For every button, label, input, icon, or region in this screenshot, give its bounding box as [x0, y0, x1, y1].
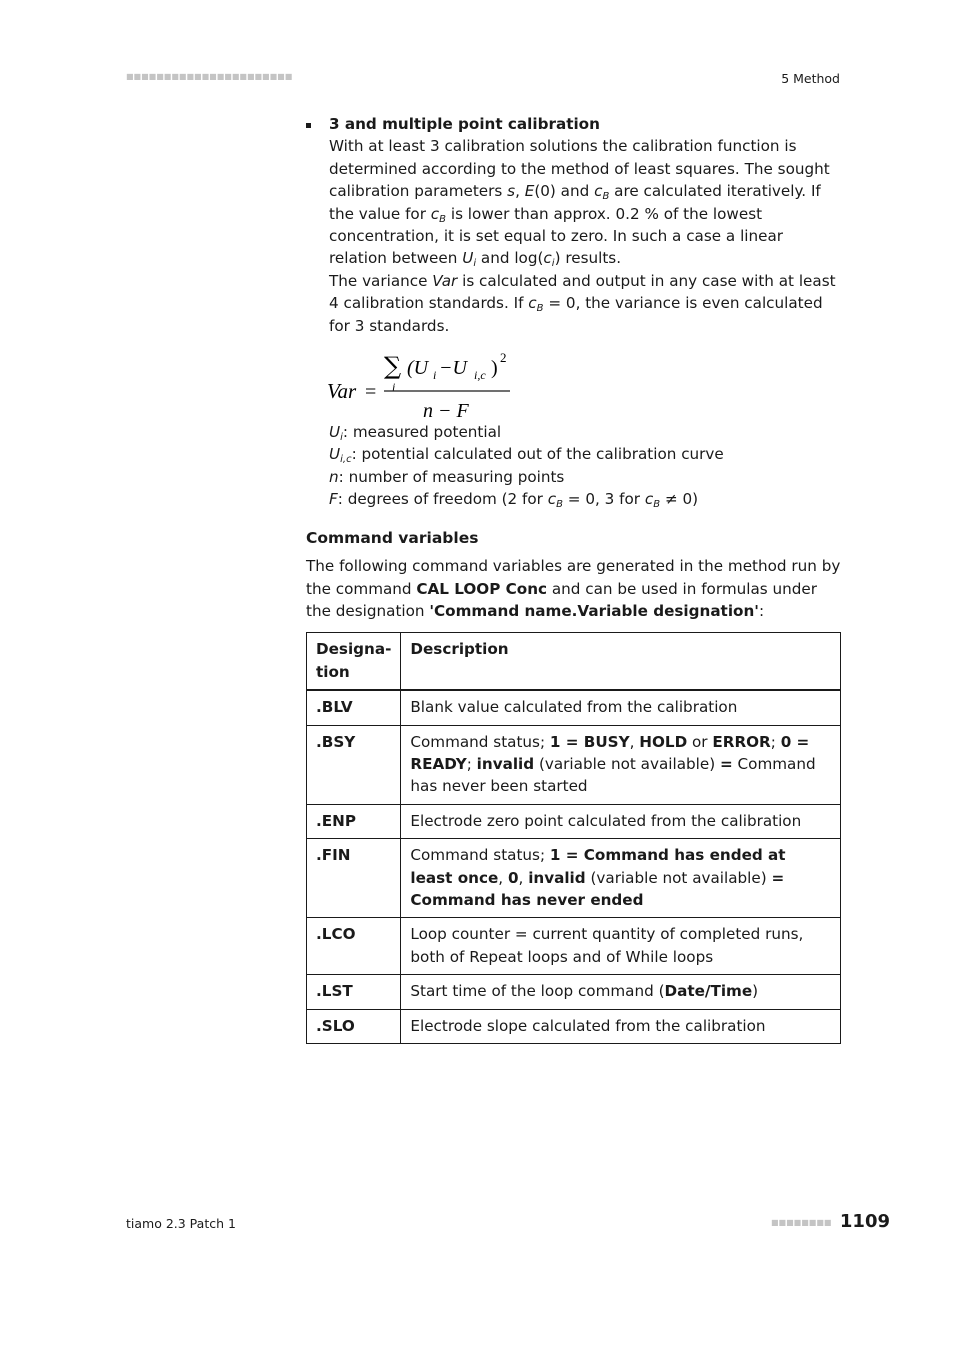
row-designation: .LCO: [307, 918, 401, 975]
page-number: 1109: [839, 1211, 890, 1232]
definition-ui: $U_i$: measured potential: [329, 423, 502, 444]
row-designation: .FIN: [307, 839, 401, 918]
formula-sum-sign: ∑: [384, 352, 402, 381]
table-row: [307, 839, 841, 918]
footer-decoration: ■■■■■■■■: [771, 1218, 832, 1227]
formula-numer-u: (U: [407, 357, 429, 380]
formula-svg: [327, 349, 527, 425]
formula-equals: =: [365, 381, 377, 404]
row-description: Electrode slope calculated from the calibration: [401, 1009, 841, 1043]
row-description: Start time of the loop command (Date/Time): [401, 975, 841, 1009]
row-description: Electrode zero point calculated from the calibration: [401, 804, 841, 838]
table-row: [307, 1009, 841, 1043]
table-row: [307, 804, 841, 838]
section-heading-command-variables: Command variables: [306, 528, 479, 547]
row-description: Command status; 1 = BUSY, HOLD or ERROR; 0 = READY; invalid (variable not available) = Command has never been started: [401, 725, 841, 804]
command-variables-table: [306, 632, 841, 1044]
definition-uic: $U_{i,c}$: potential calculated out of the calibration curve: [329, 445, 724, 466]
table-header-row: [307, 633, 841, 690]
header-section-title: 5 Method: [781, 71, 840, 86]
row-designation: .ENP: [307, 804, 401, 838]
formula-definitions: [329, 421, 841, 511]
definition-f: F: degrees of freedom (2 for $c_B = 0$, 3 for $c_B \ne 0$): [329, 490, 699, 511]
row-designation: .SLO: [307, 1009, 401, 1043]
bullet-square-icon: [306, 123, 311, 128]
table-row: [307, 975, 841, 1009]
footer-product-name: tiamo 2.3 Patch 1: [126, 1216, 236, 1231]
table-row: [307, 918, 841, 975]
row-designation: .LST: [307, 975, 401, 1009]
formula-exponent: 2: [500, 350, 507, 366]
bullet-item: [306, 113, 841, 337]
header-decoration: ■■■■■■■■■■■■■■■■■■■■■■: [126, 72, 293, 81]
table-row: [307, 690, 841, 725]
table-header-designation: Designa- tion: [307, 633, 401, 690]
formula-var: Var: [327, 379, 357, 404]
formula-numer-sub-i: i: [433, 368, 437, 383]
paragraph-variance: The variance Var is calculated and output in any case with at least 4 calibration standards. If $c_B = 0$, the variance is even calculated for 3 standards.: [329, 271, 836, 335]
paragraph-command-variables: The following command variables are generated in the method run by the command CAL LOOP Conc and can be used in formulas under the designation 'Command name.Variable designation':: [306, 557, 841, 620]
formula-numer-sub-ic: i,c: [474, 368, 486, 383]
formula-close-paren: ): [491, 357, 498, 380]
formula-denominator: n − F: [423, 400, 469, 423]
table-header-description: Description: [401, 633, 841, 690]
formula-numer-minus-u: −U: [439, 357, 467, 380]
row-designation: .BLV: [307, 690, 401, 725]
formula-sum-index: i: [392, 380, 396, 395]
table-row: [307, 725, 841, 804]
definition-n: n: number of measuring points: [329, 467, 565, 486]
variance-formula: [327, 349, 841, 421]
row-description: Blank value calculated from the calibration: [401, 690, 841, 725]
main-content: [306, 113, 841, 1044]
row-description: Command status; 1 = Command has ended at least once, 0, invalid (variable not available) = Command has never ended: [401, 839, 841, 918]
bullet-title: 3 and multiple point calibration: [329, 115, 600, 133]
row-designation: .BSY: [307, 725, 401, 804]
row-description: Loop counter = current quantity of completed runs, both of Repeat loops and of While loops: [401, 918, 841, 975]
paragraph-least-squares: With at least 3 calibration solutions the calibration function is determined according to the method of least squares. The sought calibration parameters s, E(0) and $c_B$ are calculated iteratively. If the value for $c_B$ is lower than approx. 0.2 % of the lowest concentration, it is set equal to zero. In such a case a linear relation between $U_i$ and $\log(c_i)$ results.: [329, 137, 830, 270]
